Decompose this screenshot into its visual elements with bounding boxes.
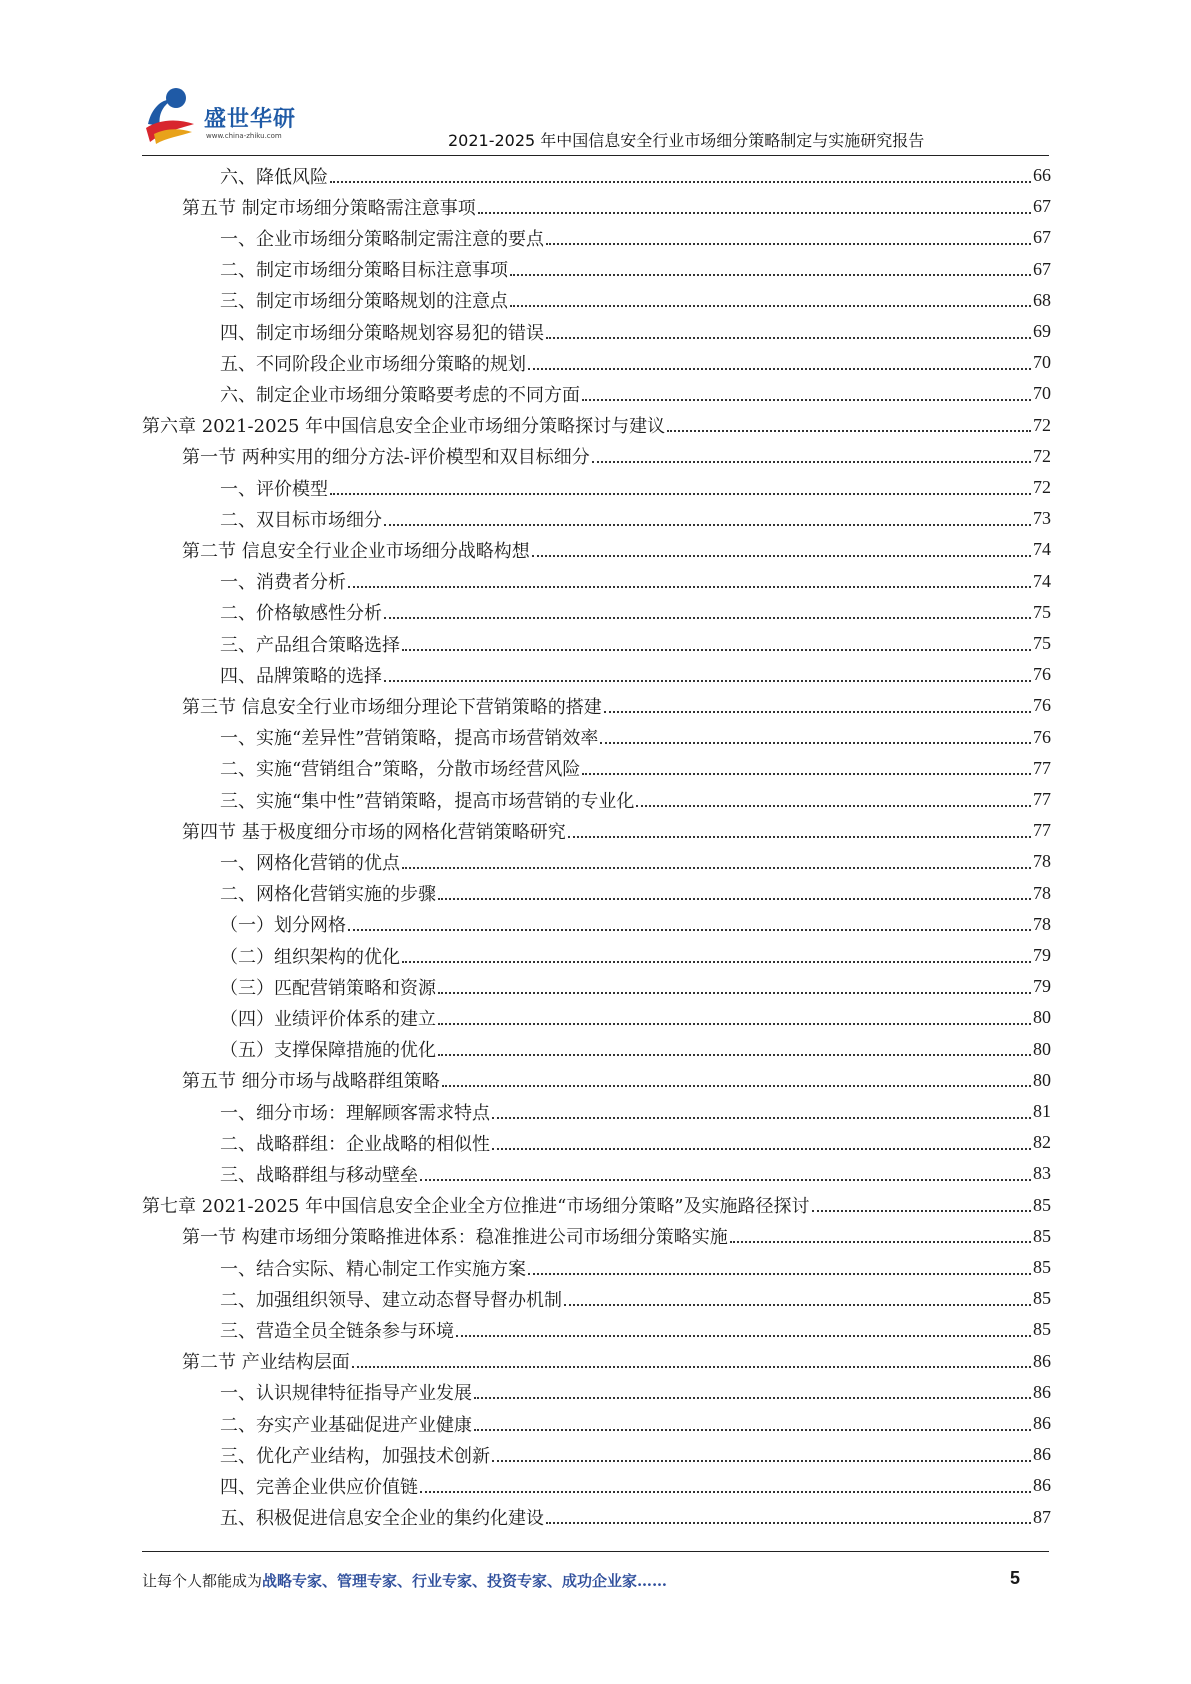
toc-entry-title: 二、制定市场细分策略目标注意事项: [220, 260, 508, 282]
toc-leader-dots: [528, 1273, 1031, 1275]
toc-entry[interactable]: [220, 254, 1051, 285]
toc-entry-title: 六、降低风险: [220, 166, 328, 188]
toc-entry-page: 86: [1033, 1413, 1051, 1434]
toc-entry-page: 80: [1033, 1038, 1051, 1059]
toc-entry-title: 二、双目标市场细分: [220, 509, 382, 531]
toc-leader-dots: [582, 399, 1031, 401]
toc-entry-page: 81: [1033, 1101, 1051, 1122]
toc-entry-page: 78: [1033, 913, 1051, 934]
toc-entry-title: 二、实施“营销组合”策略，分散市场经营风险: [220, 759, 581, 781]
toc-entry-page: 67: [1033, 258, 1051, 279]
toc-entry[interactable]: [220, 222, 1051, 253]
toc-leader-dots: [402, 961, 1031, 963]
toc-entry-page: 85: [1033, 1225, 1051, 1246]
toc-entry[interactable]: [182, 1065, 1051, 1096]
toc-entry-page: 77: [1033, 820, 1051, 841]
toc-entry-title: 三、战略群组与移动壁垒: [220, 1164, 418, 1186]
toc-entry-page: 78: [1033, 882, 1051, 903]
toc-entry-title: 五、积极促进信息安全企业的集约化建设: [220, 1508, 544, 1530]
toc-leader-dots: [568, 836, 1031, 838]
toc-entry[interactable]: [182, 1346, 1051, 1377]
toc-entry[interactable]: [220, 878, 1051, 909]
toc-entry-title: （二）组织架构的优化: [220, 946, 400, 968]
toc-entry-page: 86: [1033, 1350, 1051, 1371]
page-number: 5: [1010, 1568, 1021, 1588]
toc-entry[interactable]: [220, 503, 1051, 534]
toc-leader-dots: [420, 1491, 1031, 1493]
toc-entry-page: 76: [1033, 726, 1051, 747]
report-title: 2021-2025 年中国信息安全行业市场细分策略制定与实施研究报告: [448, 131, 925, 150]
slogan-roles: 战略专家、管理专家、行业专家、投资专家、成功企业家……: [262, 1572, 668, 1590]
toc-entry[interactable]: [182, 690, 1051, 721]
toc-entry-title: 三、优化产业结构，加强技术创新: [220, 1445, 490, 1467]
toc-entry[interactable]: [220, 597, 1051, 628]
footer-divider: [142, 1551, 1049, 1552]
company-logo: [142, 84, 312, 146]
toc-entry-title: 一、实施“差异性”营销策略，提高市场营销效率: [220, 728, 599, 750]
toc-leader-dots: [442, 1085, 1031, 1087]
toc-entry[interactable]: [220, 1096, 1051, 1127]
toc-entry[interactable]: [142, 410, 1051, 441]
toc-entry-title: 三、实施“集中性”营销策略，提高市场营销的专业化: [220, 790, 635, 812]
toc-leader-dots: [492, 1148, 1031, 1150]
toc-entry-title: （三）匹配营销策略和资源: [220, 977, 436, 999]
toc-leader-dots: [600, 742, 1031, 744]
toc-entry[interactable]: [220, 1470, 1051, 1501]
footer-slogan: [142, 1570, 667, 1591]
toc-entry[interactable]: [182, 191, 1051, 222]
toc-entry-page: 85: [1033, 1319, 1051, 1340]
logo-name: 盛世华研: [204, 107, 297, 132]
toc-leader-dots: [546, 1522, 1031, 1524]
toc-entry[interactable]: [220, 753, 1051, 784]
toc-entry-title: 第四节 基于极度细分市场的网格化营销策略研究: [182, 821, 566, 843]
toc-entry-title: 一、认识规律特征指导产业发展: [220, 1383, 472, 1405]
toc-leader-dots: [528, 368, 1031, 370]
toc-entry-title: 五、不同阶段企业市场细分策略的规划: [220, 353, 526, 375]
toc-entry[interactable]: [220, 940, 1051, 971]
toc-entry[interactable]: [220, 628, 1051, 659]
toc-leader-dots: [330, 181, 1031, 183]
toc-entry[interactable]: [182, 1221, 1051, 1252]
toc-entry-title: 四、制定市场细分策略规划容易犯的错误: [220, 322, 544, 344]
toc-entry-page: 83: [1033, 1163, 1051, 1184]
toc-leader-dots: [474, 1397, 1031, 1399]
logo-url: www.china-zhiku.com: [206, 132, 282, 140]
toc-entry-page: 74: [1033, 539, 1051, 560]
toc-entry-title: 三、营造全员全链条参与环境: [220, 1320, 454, 1342]
toc-entry[interactable]: [220, 1283, 1051, 1314]
toc-entry-title: 四、品牌策略的选择: [220, 665, 382, 687]
toc-entry-title: 一、网格化营销的优点: [220, 852, 400, 874]
toc-entry-title: （一）划分网格: [220, 915, 346, 937]
toc-entry[interactable]: [220, 1034, 1051, 1065]
toc-leader-dots: [532, 555, 1031, 557]
toc-entry-page: 66: [1033, 165, 1051, 186]
toc-leader-dots: [384, 617, 1031, 619]
toc-entry[interactable]: [220, 1314, 1051, 1345]
toc-entry[interactable]: [220, 1158, 1051, 1189]
toc-entry-page: 79: [1033, 945, 1051, 966]
toc-leader-dots: [456, 1335, 1031, 1337]
toc-entry[interactable]: [220, 347, 1051, 378]
toc-leader-dots: [438, 1054, 1031, 1056]
toc-leader-dots: [564, 1304, 1031, 1306]
toc-entry-page: 80: [1033, 1007, 1051, 1028]
toc-entry-page: 70: [1033, 352, 1051, 373]
toc-entry-page: 86: [1033, 1381, 1051, 1402]
toc-entry-page: 74: [1033, 570, 1051, 591]
toc-entry-page: 78: [1033, 851, 1051, 872]
toc-entry[interactable]: [220, 846, 1051, 877]
toc-leader-dots: [582, 773, 1031, 775]
toc-entry[interactable]: [220, 472, 1051, 503]
toc-entry[interactable]: [220, 1377, 1051, 1408]
toc-entry-page: 86: [1033, 1475, 1051, 1496]
toc-leader-dots: [604, 711, 1031, 713]
toc-entry[interactable]: [220, 909, 1051, 940]
toc-entry[interactable]: [142, 1190, 1051, 1221]
toc-leader-dots: [546, 243, 1031, 245]
toc-entry-title: 第二节 产业结构层面: [182, 1352, 350, 1374]
toc-leader-dots: [402, 867, 1031, 869]
toc-leader-dots: [730, 1241, 1031, 1243]
toc-leader-dots: [546, 337, 1031, 339]
toc-leader-dots: [384, 680, 1031, 682]
toc-entry[interactable]: [182, 441, 1051, 472]
toc-entry[interactable]: [220, 1408, 1051, 1439]
toc-entry-title: 一、结合实际、精心制定工作实施方案: [220, 1258, 526, 1280]
toc-entry[interactable]: [220, 285, 1051, 316]
toc-entry[interactable]: [220, 971, 1051, 1002]
toc-entry-title: 二、夯实产业基础促进产业健康: [220, 1414, 472, 1436]
toc-entry-page: 72: [1033, 445, 1051, 466]
toc-entry-page: 77: [1033, 789, 1051, 810]
toc-entry-page: 75: [1033, 633, 1051, 654]
logo-swoosh-icon: [142, 84, 204, 146]
toc-entry-page: 72: [1033, 477, 1051, 498]
toc-entry-title: 六、制定企业市场细分策略要考虑的不同方面: [220, 384, 580, 406]
toc-leader-dots: [330, 493, 1031, 495]
toc-entry-title: 第五节 细分市场与战略群组策略: [182, 1071, 440, 1093]
toc-entry-page: 85: [1033, 1257, 1051, 1278]
toc-leader-dots: [478, 212, 1031, 214]
toc-entry[interactable]: [220, 784, 1051, 815]
toc-entry-title: 二、加强组织领导、建立动态督导督办机制: [220, 1289, 562, 1311]
toc-entry-page: 67: [1033, 227, 1051, 248]
toc-entry-title: 第二节 信息安全行业企业市场细分战略构想: [182, 540, 530, 562]
toc-leader-dots: [420, 1179, 1031, 1181]
toc-entry-title: 三、产品组合策略选择: [220, 634, 400, 656]
toc-leader-dots: [492, 1460, 1031, 1462]
toc-entry-page: 85: [1033, 1288, 1051, 1309]
toc-leader-dots: [348, 929, 1031, 931]
toc-entry-page: 72: [1033, 414, 1051, 435]
toc-entry[interactable]: [182, 815, 1051, 846]
toc-entry-page: 75: [1033, 601, 1051, 622]
toc-entry-title: 第五节 制定市场细分策略需注意事项: [182, 197, 476, 219]
toc-entry-title: 二、价格敏感性分析: [220, 603, 382, 625]
toc-leader-dots: [592, 461, 1031, 463]
toc-leader-dots: [384, 524, 1031, 526]
toc-entry[interactable]: [220, 316, 1051, 347]
toc-entry[interactable]: [220, 566, 1051, 597]
toc-entry-title: 一、评价模型: [220, 478, 328, 500]
toc-entry-title: 二、网格化营销实施的步骤: [220, 884, 436, 906]
toc-leader-dots: [667, 430, 1031, 432]
toc-entry-title: （五）支撑保障措施的优化: [220, 1040, 436, 1062]
toc-entry-title: 第三节 信息安全行业市场细分理论下营销策略的搭建: [182, 696, 602, 718]
toc-entry[interactable]: [220, 378, 1051, 409]
toc-entry-page: 87: [1033, 1506, 1051, 1527]
toc-entry[interactable]: [220, 1252, 1051, 1283]
page-header: [0, 0, 1191, 160]
toc-leader-dots: [438, 898, 1031, 900]
toc-entry-page: 77: [1033, 757, 1051, 778]
toc-entry-page: 73: [1033, 508, 1051, 529]
toc-entry-page: 67: [1033, 196, 1051, 217]
toc-entry-title: 第一节 构建市场细分策略推进体系：稳准推进公司市场细分策略实施: [182, 1227, 728, 1249]
toc-leader-dots: [474, 1429, 1031, 1431]
toc-entry-page: 70: [1033, 383, 1051, 404]
toc-entry-title: 第六章 2021-2025 年中国信息安全企业市场细分策略探讨与建议: [142, 416, 666, 438]
toc-entry[interactable]: [220, 659, 1051, 690]
header-divider: [142, 155, 1049, 156]
toc-entry-title: 一、消费者分析: [220, 572, 346, 594]
toc-entry-page: 86: [1033, 1444, 1051, 1465]
toc-entry-page: 68: [1033, 289, 1051, 310]
toc-leader-dots: [510, 274, 1031, 276]
toc-entry-page: 69: [1033, 321, 1051, 342]
toc-entry[interactable]: [220, 1002, 1051, 1033]
toc-leader-dots: [438, 1023, 1031, 1025]
toc-entry-page: 79: [1033, 976, 1051, 997]
toc-entry[interactable]: [220, 160, 1051, 191]
toc-entry-title: （四）业绩评价体系的建立: [220, 1008, 436, 1030]
toc-entry-title: 第一节 两种实用的细分方法-评价模型和双目标细分: [182, 447, 590, 469]
toc-entry-page: 85: [1033, 1194, 1051, 1215]
toc-entry-title: 一、细分市场：理解顾客需求特点: [220, 1102, 490, 1124]
toc-leader-dots: [348, 586, 1031, 588]
toc-entry-title: 二、战略群组：企业战略的相似性: [220, 1133, 490, 1155]
toc-entry[interactable]: [220, 1127, 1051, 1158]
toc-entry[interactable]: [220, 1502, 1051, 1533]
toc-entry[interactable]: [220, 1439, 1051, 1470]
slogan-lead: 让每个人都能成为: [142, 1572, 263, 1590]
toc-entry-page: 80: [1033, 1069, 1051, 1090]
toc-entry-title: 三、制定市场细分策略规划的注意点: [220, 291, 508, 313]
toc-leader-dots: [492, 1117, 1031, 1119]
toc-entry-title: 一、企业市场细分策略制定需注意的要点: [220, 228, 544, 250]
toc-leader-dots: [510, 305, 1031, 307]
toc-leader-dots: [636, 805, 1031, 807]
toc-entry-title: 第七章 2021-2025 年中国信息安全企业全方位推进“市场细分策略”及实施路径探讨: [142, 1196, 810, 1218]
toc-entry-page: 76: [1033, 664, 1051, 685]
toc-leader-dots: [438, 992, 1031, 994]
toc-entry-title: 四、完善企业供应价值链: [220, 1476, 418, 1498]
toc-entry-page: 82: [1033, 1132, 1051, 1153]
toc-entry[interactable]: [182, 534, 1051, 565]
toc-leader-dots: [812, 1210, 1031, 1212]
toc-leader-dots: [352, 1366, 1031, 1368]
toc-entry-page: 76: [1033, 695, 1051, 716]
toc-entry[interactable]: [220, 722, 1051, 753]
toc-leader-dots: [402, 649, 1031, 651]
